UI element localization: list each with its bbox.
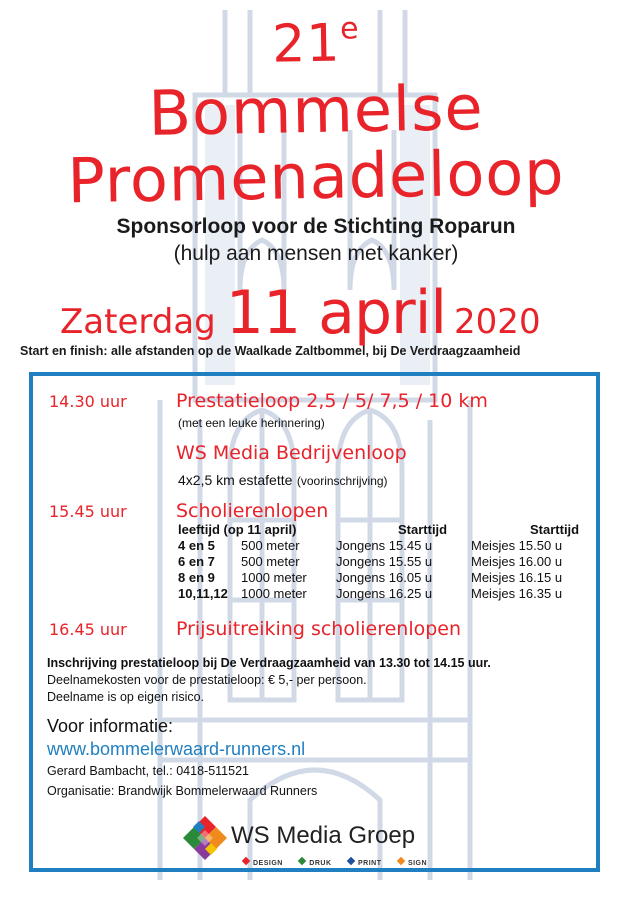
row-distance: 500 meter bbox=[241, 538, 300, 553]
tag-print: PRINT bbox=[348, 860, 382, 867]
bedrijvenloop-relay: 4x2,5 km estafette bbox=[178, 472, 293, 488]
row-boys-start: Jongens 16.25 u bbox=[336, 586, 433, 601]
time-1645: 16.45 uur bbox=[49, 620, 127, 639]
ws-media-logo bbox=[183, 816, 428, 867]
time-1545: 15.45 uur bbox=[49, 502, 127, 521]
bedrijvenloop-detail bbox=[178, 472, 388, 490]
row-girls-start: Meisjes 16.35 u bbox=[471, 586, 563, 601]
row-distance: 500 meter bbox=[241, 554, 300, 569]
contact-info: Gerard Bambacht, tel.: 0418-511521 bbox=[47, 764, 249, 778]
row-girls-start: Meisjes 16.15 u bbox=[471, 570, 563, 585]
row-age: 6 en 7 bbox=[178, 554, 215, 569]
logo-name: WS Media Groep bbox=[231, 822, 416, 849]
title-bommelse: Bommelse bbox=[147, 71, 485, 150]
event-prestatieloop: Prestatieloop 2,5 / 5/ 7,5 / 10 km bbox=[176, 390, 488, 412]
prestatieloop-note: (met een leuke herinnering) bbox=[178, 416, 325, 430]
event-prijsuitreiking: Prijsuitreiking scholierenlopen bbox=[176, 618, 462, 640]
subtitle-sponsorloop: Sponsorloop voor de Stichting Roparun bbox=[116, 215, 516, 238]
row-age: 4 en 5 bbox=[178, 538, 215, 553]
header-start-girls: Starttijd bbox=[530, 522, 580, 537]
start-finish-location: Start en finish: alle afstanden op de Waalkade Zaltbommel, bij De Verdraagzaamheid bbox=[20, 344, 521, 358]
event-date bbox=[60, 278, 541, 348]
ws-media-logo-icon bbox=[183, 816, 227, 860]
bedrijvenloop-note: (voorinschrijving) bbox=[296, 474, 388, 488]
event-bedrijvenloop: WS Media Bedrijvenloop bbox=[176, 442, 407, 464]
row-boys-start: Jongens 15.45 u bbox=[336, 538, 433, 553]
tag-sign: SIGN bbox=[398, 860, 427, 867]
website-link[interactable]: www.bommelerwaard-runners.nl bbox=[47, 739, 306, 759]
date-weekday: Zaterdag bbox=[60, 302, 216, 342]
logo-tags bbox=[243, 858, 441, 867]
edition-suffix: e bbox=[339, 11, 360, 47]
organisation-info: Organisatie: Brandwijk Bommelerwaard Runners bbox=[47, 784, 318, 798]
row-distance: 1000 meter bbox=[241, 570, 307, 585]
tag-druk: DRUK bbox=[299, 860, 331, 867]
header-age: leeftijd (op 11 april) bbox=[178, 522, 297, 537]
row-age: 8 en 9 bbox=[178, 570, 215, 585]
row-girls-start: Meisjes 15.50 u bbox=[471, 538, 563, 553]
event-scholierenlopen: Scholierenlopen bbox=[176, 500, 329, 522]
row-distance: 1000 meter bbox=[241, 586, 307, 601]
date-day-month: 11 april bbox=[225, 278, 447, 348]
date-year: 2020 bbox=[454, 302, 541, 342]
schedule-frame bbox=[29, 372, 600, 872]
row-age: 10,11,12 bbox=[178, 586, 228, 601]
registration-risk: Deelname is op eigen risico. bbox=[47, 690, 205, 704]
registration-time: Inschrijving prestatieloop bij De Verdraagzaamheid van 13.30 tot 14.15 uur. bbox=[47, 656, 491, 670]
title-promenadeloop: Promenadeloop bbox=[66, 135, 566, 218]
time-1430: 14.30 uur bbox=[49, 392, 127, 411]
tag-design: DESIGN bbox=[243, 860, 283, 867]
row-boys-start: Jongens 15.55 u bbox=[336, 554, 433, 569]
subtitle-cause: (hulp aan mensen met kanker) bbox=[173, 242, 459, 265]
header-start-boys: Starttijd bbox=[398, 522, 448, 537]
edition-number: 21 bbox=[271, 13, 341, 75]
registration-fee: Deelnamekosten voor de prestatieloop: € 5,- per persoon. bbox=[47, 673, 367, 687]
edition-title bbox=[0, 6, 632, 79]
info-heading: Voor informatie: bbox=[47, 716, 174, 736]
row-girls-start: Meisjes 16.00 u bbox=[471, 554, 563, 569]
row-boys-start: Jongens 16.05 u bbox=[336, 570, 433, 585]
